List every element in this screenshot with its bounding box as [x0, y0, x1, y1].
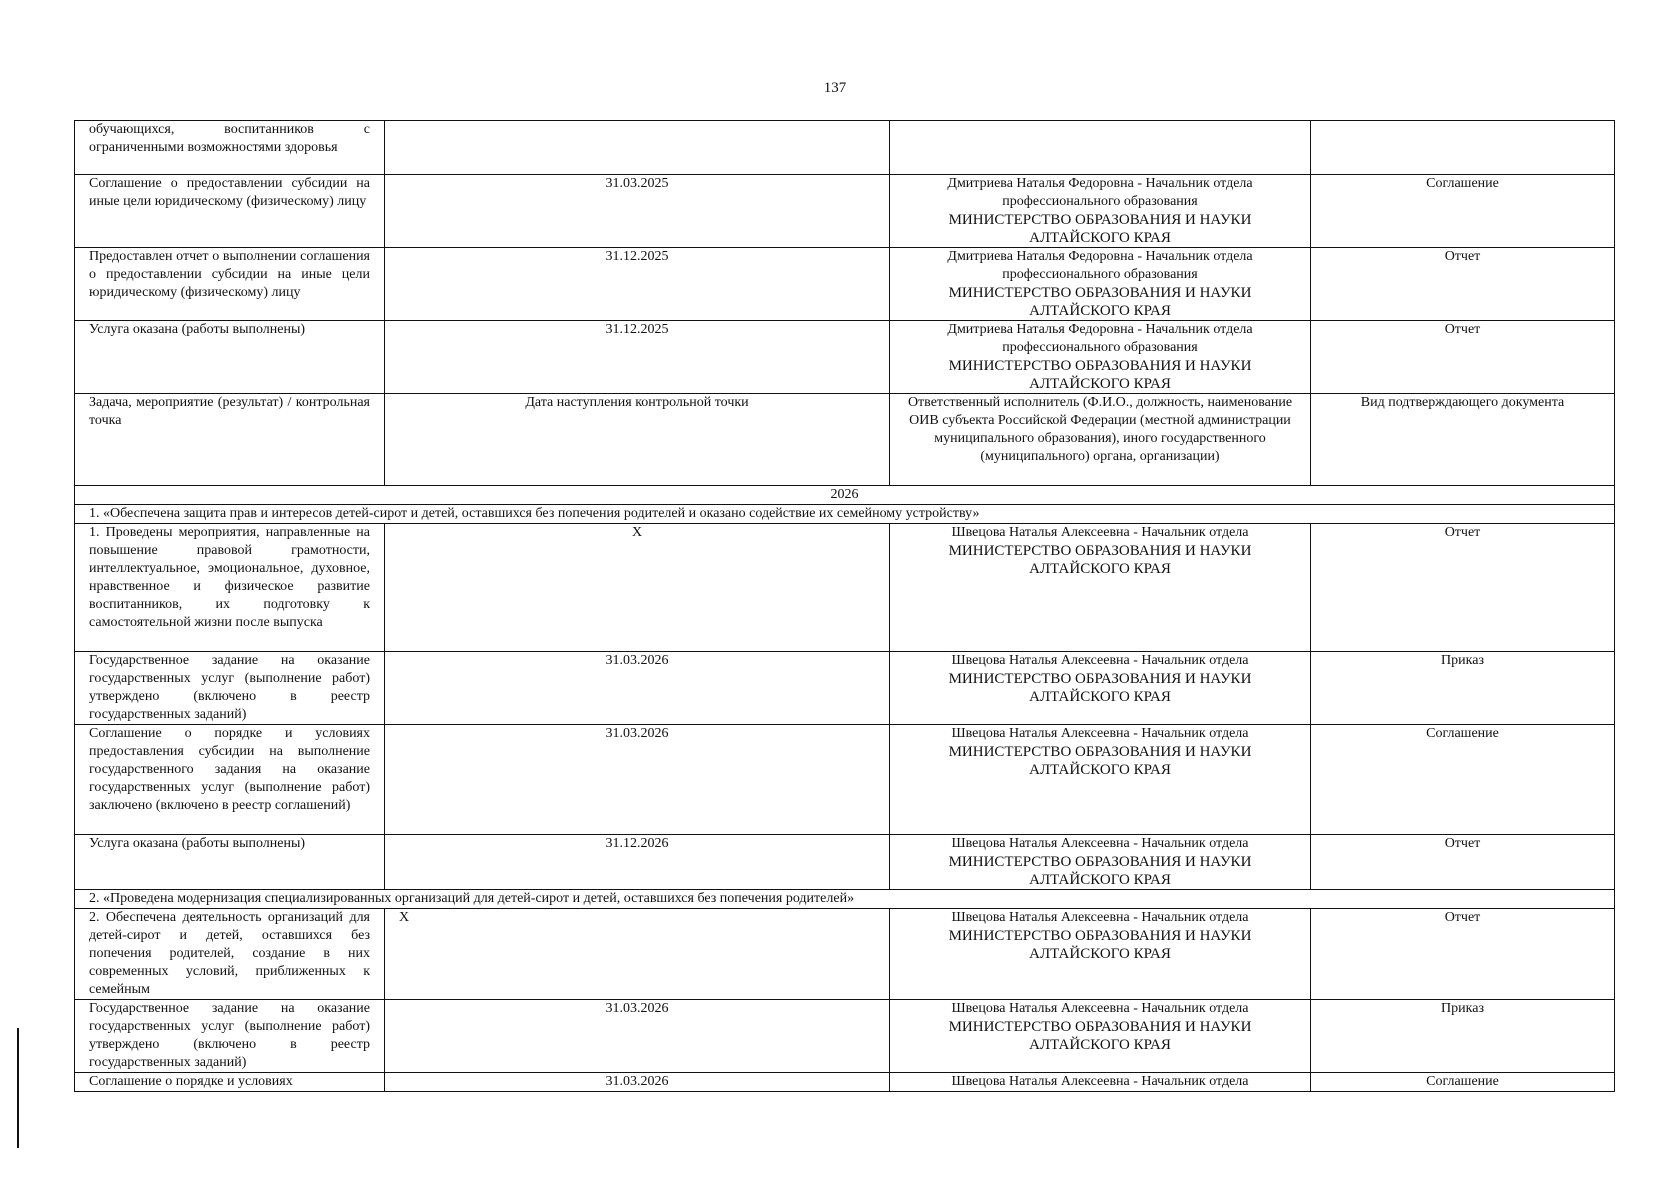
executor-cell [890, 524, 1311, 652]
executor-name: Швецова Наталья Алексеевна - Начальник отдела [951, 525, 1249, 540]
table-row [75, 835, 1615, 890]
task-heading-row [75, 890, 1615, 909]
executor-cell [890, 835, 1311, 890]
document-type-cell: Соглашение [1311, 175, 1615, 248]
executor-org: МИНИСТЕРСТВО ОБРАЗОВАНИЯ И НАУКИ АЛТАЙСКОГО КРАЯ [948, 671, 1252, 705]
date-cell: 31.03.2026 [385, 1073, 890, 1092]
task-cell: обучающихся, воспитанников с ограниченными возможностями здоровья [75, 121, 385, 175]
executor-cell [890, 248, 1311, 321]
document-type-cell: Отчет [1311, 524, 1615, 652]
executor-name: Швецова Наталья Алексеевна - Начальник отдела [951, 1001, 1249, 1016]
header-executor: Ответственный исполнитель (Ф.И.О., должность, наименование ОИВ субъекта Российской Федерации (местной администрации муниципального образования), иного государственного (муниципального) органа, организации) [890, 394, 1311, 486]
document-type-cell: Отчет [1311, 248, 1615, 321]
date-cell: 31.12.2025 [385, 321, 890, 394]
task-cell: Услуга оказана (работы выполнены) [75, 321, 385, 394]
task-heading-row [75, 505, 1615, 524]
date-cell: X [385, 909, 890, 1000]
table-row [75, 524, 1615, 652]
executor-cell [890, 1000, 1311, 1073]
date-cell: 31.03.2026 [385, 652, 890, 725]
task-heading: 2. «Проведена модернизация специализированных организаций для детей-сирот и детей, оставшихся без попечения родителей» [75, 890, 1615, 909]
table-row [75, 1000, 1615, 1073]
date-cell [385, 121, 890, 175]
executor-name: Дмитриева Наталья Федоровна - Начальник отдела профессионального образования [947, 249, 1253, 282]
executor-org: МИНИСТЕРСТВО ОБРАЗОВАНИЯ И НАУКИ АЛТАЙСКОГО КРАЯ [948, 285, 1252, 319]
header-row [75, 394, 1615, 486]
table-row [75, 321, 1615, 394]
document-type-cell: Соглашение [1311, 1073, 1615, 1092]
executor-cell: Швецова Наталья Алексеевна - Начальник отдела [890, 1073, 1311, 1092]
table-row [75, 652, 1615, 725]
task-cell: 2. Обеспечена деятельность организаций для детей-сирот и детей, оставшихся без попечения родителей, создание в них современных условий, приближенных к семейным [75, 909, 385, 1000]
executor-org: МИНИСТЕРСТВО ОБРАЗОВАНИЯ И НАУКИ АЛТАЙСКОГО КРАЯ [948, 854, 1252, 888]
document-type-cell: Соглашение [1311, 725, 1615, 835]
table-row [75, 909, 1615, 1000]
executor-org: МИНИСТЕРСТВО ОБРАЗОВАНИЯ И НАУКИ АЛТАЙСКОГО КРАЯ [948, 744, 1252, 778]
table-row [75, 1073, 1615, 1092]
document-type-cell: Приказ [1311, 652, 1615, 725]
task-cell: Соглашение о порядке и условиях предоставления субсидии на выполнение государственного задания на оказание государственных услуг (выполнение работ) заключено (включено в реестр соглашений) [75, 725, 385, 835]
executor-cell [890, 725, 1311, 835]
executor-name: Швецова Наталья Алексеевна - Начальник отдела [951, 910, 1249, 925]
executor-name: Дмитриева Наталья Федоровна - Начальник отдела профессионального образования [947, 322, 1253, 355]
executor-org: МИНИСТЕРСТВО ОБРАЗОВАНИЯ И НАУКИ АЛТАЙСКОГО КРАЯ [948, 358, 1252, 392]
control-points-table [74, 120, 1615, 1092]
executor-cell [890, 652, 1311, 725]
year-row [75, 486, 1615, 505]
executor-name: Швецова Наталья Алексеевна - Начальник отдела [951, 836, 1249, 851]
task-heading: 1. «Обеспечена защита прав и интересов детей-сирот и детей, оставшихся без попечения родителей и оказано содействие их семейному устройству» [75, 505, 1615, 524]
executor-name: Швецова Наталья Алексеевна - Начальник отдела [951, 726, 1249, 741]
year-label: 2026 [75, 486, 1615, 505]
executor-cell [890, 909, 1311, 1000]
task-cell: Соглашение о предоставлении субсидии на иные цели юридическому (физическому) лицу [75, 175, 385, 248]
page-number: 137 [823, 80, 847, 96]
document-type-cell: Отчет [1311, 321, 1615, 394]
table-row [75, 248, 1615, 321]
task-cell: Соглашение о порядке и условиях [75, 1073, 385, 1092]
executor-org: МИНИСТЕРСТВО ОБРАЗОВАНИЯ И НАУКИ АЛТАЙСКОГО КРАЯ [948, 543, 1252, 577]
date-cell: 31.03.2026 [385, 1000, 890, 1073]
document-type-cell: Приказ [1311, 1000, 1615, 1073]
executor-cell [890, 175, 1311, 248]
header-task: Задача, мероприятие (результат) / контрольная точка [75, 394, 385, 486]
document-type-cell: Отчет [1311, 909, 1615, 1000]
executor-org: МИНИСТЕРСТВО ОБРАЗОВАНИЯ И НАУКИ АЛТАЙСКОГО КРАЯ [948, 212, 1252, 246]
task-cell: Государственное задание на оказание государственных услуг (выполнение работ) утверждено (включено в реестр государственных заданий) [75, 652, 385, 725]
document-type-cell [1311, 121, 1615, 175]
scan-margin-mark [17, 1028, 19, 1148]
task-cell: Услуга оказана (работы выполнены) [75, 835, 385, 890]
executor-org: МИНИСТЕРСТВО ОБРАЗОВАНИЯ И НАУКИ АЛТАЙСКОГО КРАЯ [948, 1019, 1252, 1053]
date-cell: X [385, 524, 890, 652]
table-row [75, 175, 1615, 248]
task-cell: Предоставлен отчет о выполнении соглашения о предоставлении субсидии на иные цели юридическому (физическому) лицу [75, 248, 385, 321]
header-date: Дата наступления контрольной точки [385, 394, 890, 486]
executor-name: Дмитриева Наталья Федоровна - Начальник отдела профессионального образования [947, 176, 1253, 209]
task-cell: 1. Проведены мероприятия, направленные на повышение правовой грамотности, интеллектуальное, эмоциональное, духовное, нравственное и физическое развитие воспитанников, их подготовку к самостоятельной жизни после выпуска [75, 524, 385, 652]
header-document-type: Вид подтверждающего документа [1311, 394, 1615, 486]
date-cell: 31.12.2026 [385, 835, 890, 890]
date-cell: 31.03.2026 [385, 725, 890, 835]
task-cell: Государственное задание на оказание государственных услуг (выполнение работ) утверждено (включено в реестр государственных заданий) [75, 1000, 385, 1073]
document-type-cell: Отчет [1311, 835, 1615, 890]
executor-cell [890, 121, 1311, 175]
executor-name: Швецова Наталья Алексеевна - Начальник отдела [951, 653, 1249, 668]
table-row [75, 725, 1615, 835]
executor-cell [890, 321, 1311, 394]
executor-org: МИНИСТЕРСТВО ОБРАЗОВАНИЯ И НАУКИ АЛТАЙСКОГО КРАЯ [948, 928, 1252, 962]
date-cell: 31.03.2025 [385, 175, 890, 248]
date-cell: 31.12.2025 [385, 248, 890, 321]
table-row [75, 121, 1615, 175]
